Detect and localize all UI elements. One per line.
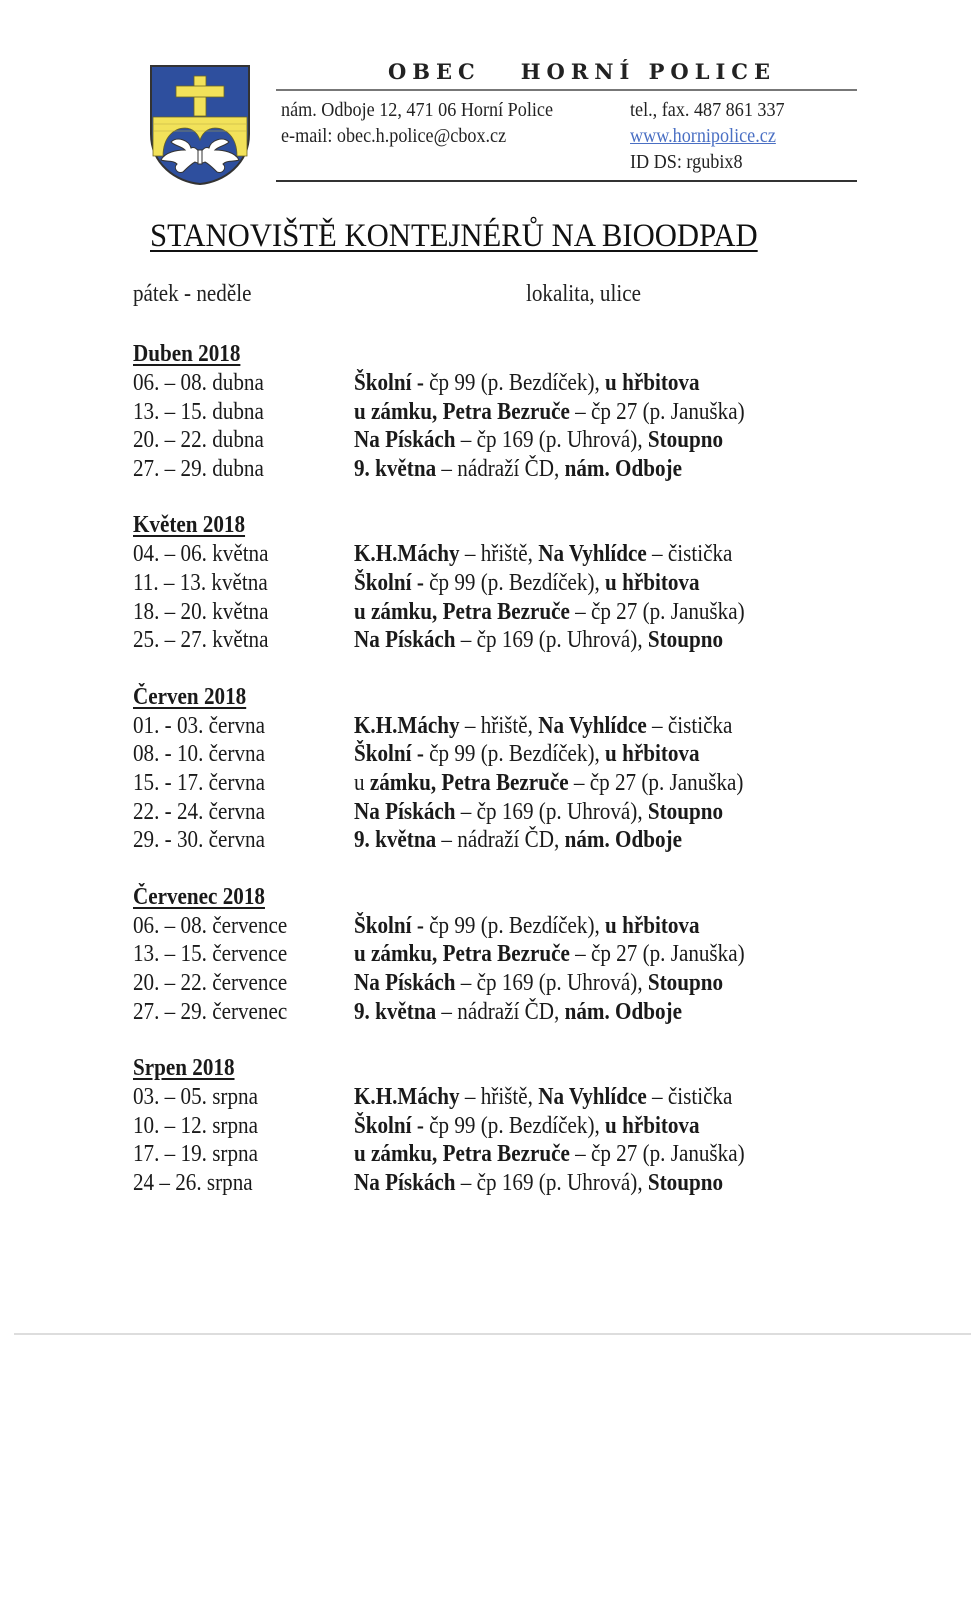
month-section — [133, 683, 853, 855]
location-emphasis: Na Vyhlídce — [538, 1084, 647, 1111]
location — [354, 369, 700, 398]
location-emphasis: u zámku, Petra Bezruče — [354, 941, 570, 968]
month-heading: Květen 2018 — [133, 512, 246, 539]
location-emphasis: zámku, Petra Bezruče — [369, 769, 569, 796]
location — [354, 912, 700, 941]
date-range: 13. – 15. dubna — [133, 398, 264, 425]
date-range: 24 – 26. srpna — [133, 1169, 253, 1196]
location-emphasis: nám. Odboje — [564, 827, 682, 854]
schedule-row — [133, 369, 853, 398]
location-text: – čp 169 (p. Uhrová), — [455, 627, 648, 654]
date-range: 27. – 29. červenec — [133, 998, 288, 1025]
location — [354, 769, 743, 798]
date-range: 13. – 15. července — [133, 941, 288, 968]
location-emphasis: nám. Odboje — [564, 455, 682, 482]
document-title: STANOVIŠTĚ KONTEJNÉRŮ NA BIOODPAD — [150, 218, 758, 254]
date-range: 20. – 22. dubna — [133, 427, 264, 454]
location-emphasis: K.H.Máchy — [354, 712, 460, 739]
location-emphasis: u hřbitova — [605, 1112, 700, 1139]
location-text: – čp 27 (p. Januška) — [569, 1141, 745, 1168]
location-text: – nádraží ČD, — [436, 827, 565, 854]
location-emphasis: Školní - — [354, 569, 424, 596]
date-range: 18. – 20. května — [133, 598, 269, 625]
location — [354, 826, 682, 855]
location-emphasis: Na Pískách — [354, 627, 456, 654]
schedule-row — [133, 1112, 853, 1141]
header-divider-top — [276, 89, 857, 91]
location-emphasis: 9. května — [354, 998, 437, 1025]
schedule-row — [133, 598, 853, 627]
coat-of-arms-logo — [149, 64, 251, 186]
date-range: 15. - 17. června — [133, 769, 265, 796]
location-text: čp 99 (p. Bezdíček), — [423, 569, 606, 596]
location — [354, 1083, 732, 1112]
date-range: 06. – 08. července — [133, 912, 288, 939]
location-emphasis: u hřbitova — [605, 912, 700, 939]
location — [354, 998, 682, 1027]
location-emphasis: Školní - — [354, 370, 424, 396]
date-range: 20. – 22. července — [133, 969, 288, 996]
column-header-dates: pátek - neděle — [133, 281, 252, 307]
location — [354, 626, 723, 655]
page-divider — [14, 1333, 971, 1335]
location — [354, 398, 745, 427]
schedule-row — [133, 712, 853, 741]
schedule-row — [133, 998, 853, 1027]
date-range: 08. - 10. června — [133, 741, 265, 768]
location-text: – hřiště, — [459, 1084, 539, 1111]
month-section — [133, 1054, 853, 1197]
location-emphasis: u zámku, Petra Bezruče — [354, 1141, 570, 1168]
schedule-row — [133, 398, 853, 427]
location — [354, 540, 732, 569]
schedule-row — [133, 826, 853, 855]
location-emphasis: Na Pískách — [354, 1169, 456, 1196]
location — [354, 740, 700, 769]
schedule-row — [133, 1169, 853, 1198]
location-text: – čp 27 (p. Januška) — [568, 769, 744, 796]
location — [354, 798, 723, 827]
location — [354, 969, 723, 998]
date-range: 27. – 29. dubna — [133, 455, 264, 482]
location — [354, 940, 745, 969]
location-emphasis: Stoupno — [647, 1169, 724, 1196]
schedule-row — [133, 626, 853, 655]
schedule-row — [133, 540, 853, 569]
month-section — [133, 511, 853, 654]
location-emphasis: K.H.Máchy — [354, 541, 460, 568]
location — [354, 712, 732, 741]
date-range: 03. – 05. srpna — [133, 1084, 258, 1111]
location-text: čp 99 (p. Bezdíček), — [423, 912, 606, 939]
date-range: 11. – 13. května — [133, 569, 268, 596]
location-text: – čistička — [646, 541, 733, 568]
location-emphasis: Na Vyhlídce — [538, 712, 647, 739]
location-emphasis: u hřbitova — [605, 569, 700, 596]
location — [354, 1140, 745, 1169]
date-range: 22. - 24. června — [133, 798, 265, 825]
website-link[interactable]: www.hornipolice.cz — [630, 126, 776, 147]
location-emphasis: Školní - — [354, 1112, 424, 1139]
date-range: 17. – 19. srpna — [133, 1141, 258, 1168]
month-section — [133, 340, 853, 483]
date-range: 06. – 08. dubna — [133, 370, 264, 396]
month-section — [133, 883, 853, 1026]
schedule-row — [133, 769, 853, 798]
header-divider-bottom — [276, 180, 857, 182]
location-text: – čistička — [646, 712, 733, 739]
location-emphasis: Na Pískách — [354, 798, 456, 825]
schedule-row — [133, 1140, 853, 1169]
location-emphasis: Na Vyhlídce — [538, 541, 647, 568]
data-box-id: ID DS: rgubix8 — [630, 152, 743, 173]
location-text: – čp 169 (p. Uhrová), — [455, 1169, 648, 1196]
location-emphasis: Stoupno — [647, 969, 724, 996]
schedule-row — [133, 569, 853, 598]
location-text: – čp 169 (p. Uhrová), — [455, 798, 648, 825]
location-emphasis: K.H.Máchy — [354, 1084, 460, 1111]
location-emphasis: u hřbitova — [605, 370, 700, 396]
location-text: čp 99 (p. Bezdíček), — [423, 370, 606, 396]
location-emphasis: 9. května — [354, 455, 437, 482]
schedule-row — [133, 455, 853, 484]
location-text: – čp 169 (p. Uhrová), — [455, 969, 648, 996]
date-range: 10. – 12. srpna — [133, 1112, 258, 1139]
schedule-row — [133, 1083, 853, 1112]
location-text: – nádraží ČD, — [436, 998, 565, 1025]
location-text: – čp 27 (p. Januška) — [569, 941, 745, 968]
column-header-location: lokalita, ulice — [526, 281, 641, 307]
schedule-row — [133, 940, 853, 969]
location-text: čp 99 (p. Bezdíček), — [423, 1112, 606, 1139]
date-range: 01. - 03. června — [133, 712, 265, 739]
phone-fax: tel., fax. 487 861 337 — [630, 100, 785, 121]
location-emphasis: u zámku, Petra Bezruče — [354, 598, 570, 625]
location-text: – čp 169 (p. Uhrová), — [455, 427, 648, 454]
location-text: – čistička — [646, 1084, 733, 1111]
location-text: – čp 27 (p. Januška) — [569, 398, 745, 425]
location-text: u — [354, 769, 370, 796]
location-text: čp 99 (p. Bezdíček), — [423, 741, 606, 768]
location-text: – hřiště, — [459, 541, 539, 568]
schedule-row — [133, 969, 853, 998]
postal-address: nám. Odboje 12, 471 06 Horní Police — [281, 100, 553, 121]
schedule-row — [133, 912, 853, 941]
location-text: – hřiště, — [459, 712, 539, 739]
location-emphasis: Na Pískách — [354, 969, 456, 996]
month-heading: Červenec 2018 — [133, 883, 265, 910]
schedule-row — [133, 740, 853, 769]
location-emphasis: Stoupno — [647, 798, 724, 825]
location — [354, 455, 682, 484]
month-heading: Červen 2018 — [133, 683, 247, 710]
location-emphasis: 9. května — [354, 827, 437, 854]
location — [354, 569, 700, 598]
email-address: e-mail: obec.h.police@cbox.cz — [281, 126, 507, 147]
location-emphasis: nám. Odboje — [564, 998, 682, 1025]
location-text: – nádraží ČD, — [436, 455, 565, 482]
location — [354, 426, 723, 455]
month-heading: Srpen 2018 — [133, 1055, 235, 1082]
location-emphasis: Na Pískách — [354, 427, 456, 454]
location-emphasis: Stoupno — [647, 427, 724, 454]
date-range: 29. - 30. června — [133, 827, 265, 854]
location-emphasis: Školní - — [354, 741, 424, 768]
schedule-row — [133, 798, 853, 827]
schedule-row — [133, 426, 853, 455]
date-range: 25. – 27. května — [133, 627, 269, 654]
location — [354, 598, 745, 627]
location-text: – čp 27 (p. Januška) — [569, 598, 745, 625]
schedule-list — [133, 340, 853, 1225]
location-emphasis: Stoupno — [647, 627, 724, 654]
organization-name: OBEC HORNÍ POLICE — [388, 59, 777, 84]
location — [354, 1169, 723, 1198]
location-emphasis: u zámku, Petra Bezruče — [354, 398, 570, 425]
location-emphasis: u hřbitova — [605, 741, 700, 768]
location-emphasis: Školní - — [354, 912, 424, 939]
date-range: 04. – 06. května — [133, 541, 269, 568]
month-heading: Duben 2018 — [133, 341, 241, 367]
location — [354, 1112, 700, 1141]
